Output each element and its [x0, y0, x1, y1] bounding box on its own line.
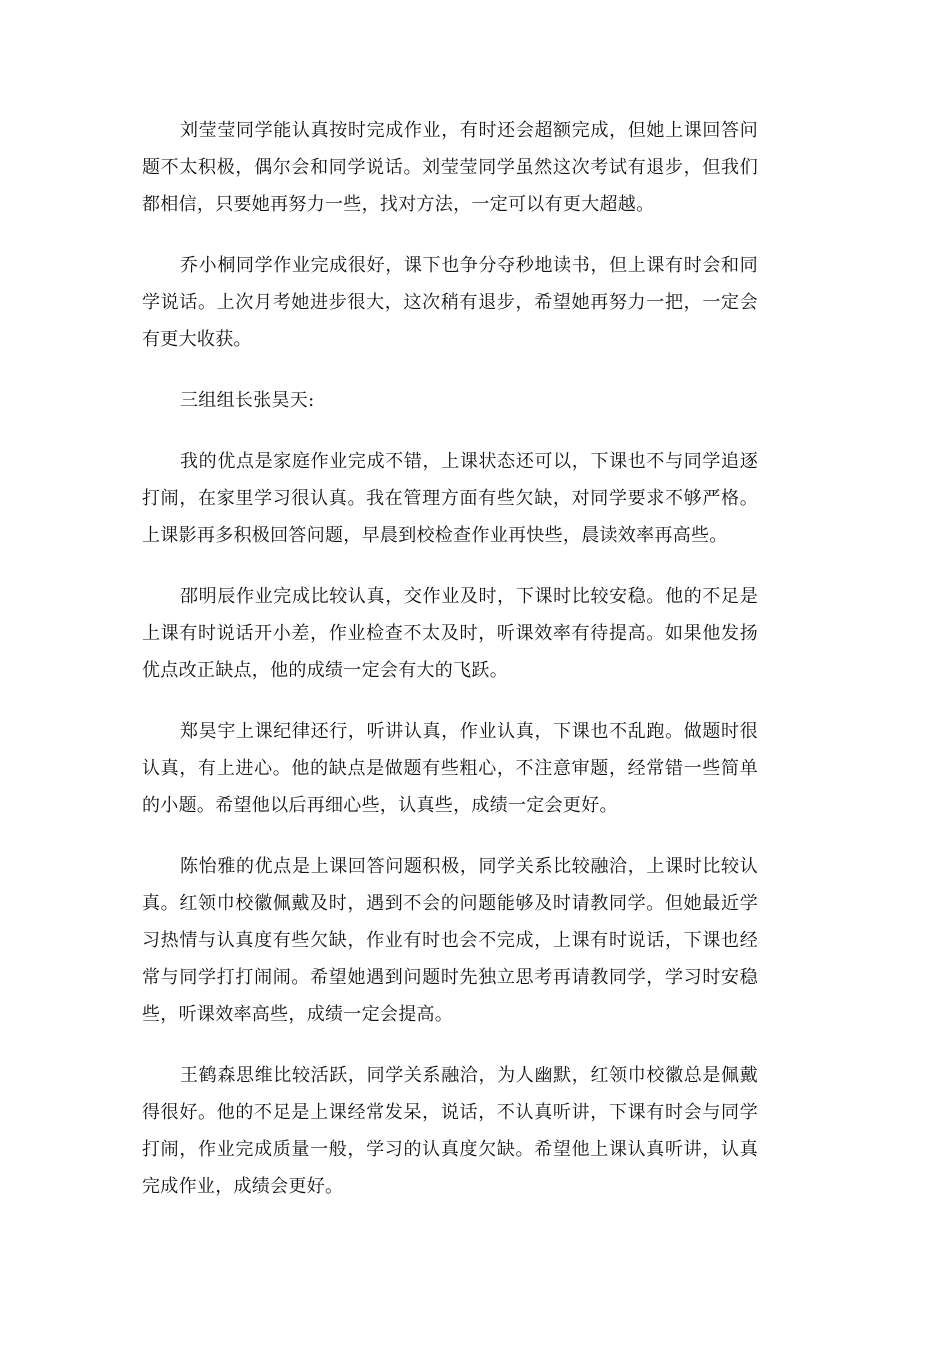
- paragraph-qiao-xiaotong: 乔小桐同学作业完成很好，课下也争分夺秒地读书，但上课有时会和同学说话。上次月考她进步很大，这次稍有退步，希望她再努力一把，一定会有更大收获。: [142, 255, 758, 350]
- paragraph-liu-yingying: 刘莹莹同学能认真按时完成作业，有时还会超额完成，但她上课回答问题不太积极，偶尔会和同学说话。刘莹莹同学虽然这次考试有退步，但我们都相信，只要她再努力一些，找对方法，一定可以有更大超越。: [142, 120, 758, 215]
- document-page: [142, 112, 758, 1229]
- paragraph-wang-hesen: 王鹤森思维比较活跃，同学关系融洽，为人幽默，红领巾校徽总是佩戴得很好。他的不足是上课经常发呆，说话，不认真听讲，下课有时会与同学打闹，作业完成质量一般，学习的认真度欠缺。希望他上课认真听讲，认真完成作业，成绩会更好。: [142, 1065, 758, 1197]
- paragraph-chen-yiya: 陈怡雅的优点是上课回答问题积极，同学关系比较融洽，上课时比较认真。红领巾校徽佩戴及时，遇到不会的问题能够及时请教同学。但她最近学习热情与认真度有些欠缺，作业有时也会不完成，上课有时说话，下课也经常与同学打打闹闹。希望她遇到问题时先独立思考再请教同学，学习时安稳些，听课效率高些，成绩一定会提高。: [142, 856, 758, 1025]
- paragraph-shao-mingchen: 邵明辰作业完成比较认真，交作业及时，下课时比较安稳。他的不足是上课有时说话开小差，作业检查不太及时，听课效率有待提高。如果他发扬优点改正缺点，他的成绩一定会有大的飞跃。: [142, 586, 758, 681]
- paragraph-zheng-haoyu: 郑昊宇上课纪律还行，听讲认真，作业认真，下课也不乱跑。做题时很认真，有上进心。他的缺点是做题有些粗心，不注意审题，经常错一些简单的小题。希望他以后再细心些，认真些，成绩一定会更好。: [142, 721, 758, 816]
- paragraph-self-evaluation: 我的优点是家庭作业完成不错，上课状态还可以，下课也不与同学追逐打闹，在家里学习很认真。我在管理方面有些欠缺，对同学要求不够严格。上课影再多积极回答问题，早晨到校检查作业再快些，晨读效率再高些。: [142, 451, 758, 546]
- section-heading-group-three-leader: 三组组长张昊天:: [180, 390, 315, 411]
